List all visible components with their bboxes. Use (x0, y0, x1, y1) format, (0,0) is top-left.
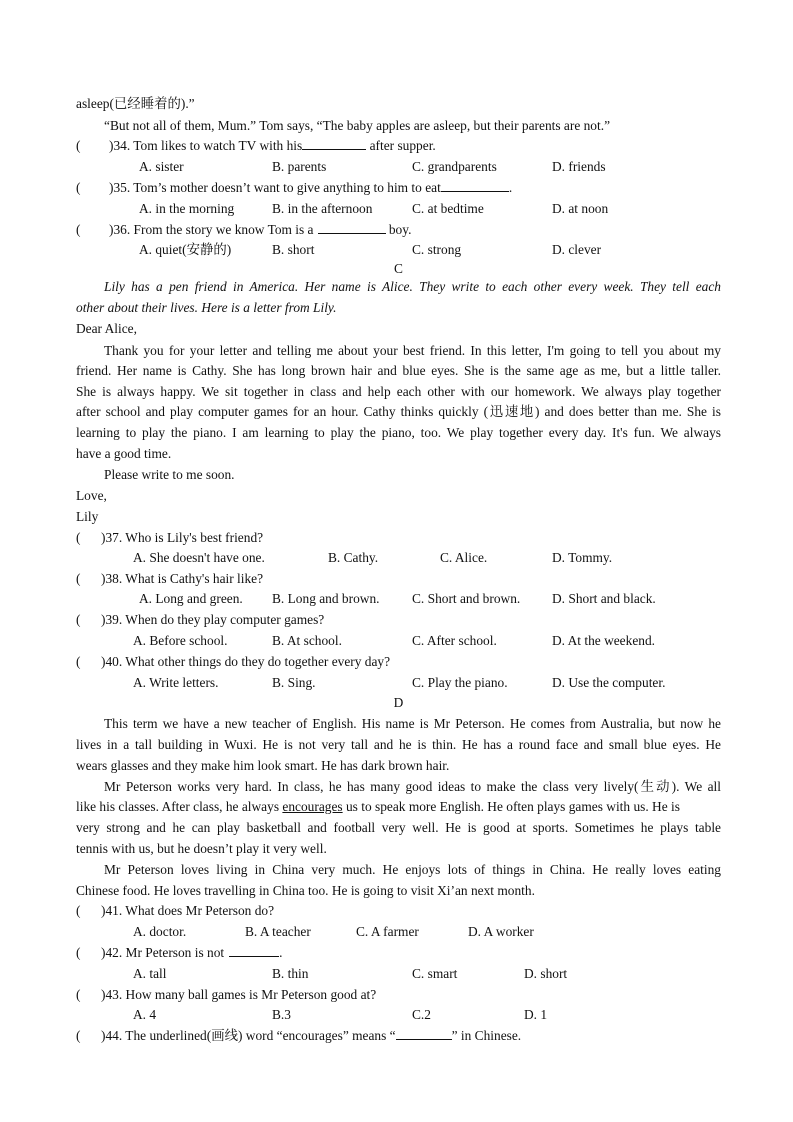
option-a[interactable]: A. Write letters. (133, 675, 219, 690)
option-c[interactable]: C. After school. (412, 633, 497, 648)
passage-d-line: very strong and he can play basketball and football very well. He is good at sports. Sometimes he plays table (76, 820, 721, 835)
question-39 (76, 610, 721, 630)
passage-b-line: “But not all of them, Mum.” Tom says, “The baby apples are asleep, but their parents are not.” (104, 118, 611, 133)
passage-d-line: wears glasses and they make him look smart. He has dark brown hair. (76, 758, 450, 773)
passage-d-line: tennis with us, but he doesn’t play it very well. (76, 841, 327, 856)
question-stem-end: boy. (385, 222, 412, 237)
option-d[interactable]: D. clever (552, 242, 602, 257)
option-a[interactable]: A. Before school. (133, 633, 228, 648)
passage-d-line (76, 797, 721, 817)
passage-d-line: Mr Peterson works very hard. In class, he has many good ideas to make the class very lively(生动). We all (104, 779, 721, 794)
option-a[interactable]: A. in the morning (139, 201, 235, 216)
option-d[interactable]: D. Short and black. (552, 591, 656, 606)
letter-body-line: friend. Her name is Cathy. She has long brown hair and blue eyes. She is the same age as me, but a little taller. (76, 363, 721, 378)
answer-blank[interactable] (318, 221, 386, 234)
option-a[interactable]: A. She doesn't have one. (133, 550, 265, 565)
option-c[interactable]: C. grandparents (412, 159, 497, 174)
option-a[interactable]: A. Long and green. (139, 591, 243, 606)
question-stem: )39. When do they play computer games? (101, 612, 325, 627)
question-stem: )43. How many ball games is Mr Peterson good at? (101, 987, 377, 1002)
option-d[interactable]: D. A worker (468, 924, 534, 939)
question-stem: )44. The underlined(画线) word “encourages” means “ (101, 1028, 396, 1043)
question-34 (76, 136, 721, 156)
question-44 (76, 1026, 721, 1046)
option-b[interactable]: B. short (272, 242, 315, 257)
letter-closing-request: Please write to me soon. (104, 467, 235, 482)
option-b[interactable]: B. A teacher (245, 924, 311, 939)
option-b[interactable]: B. Cathy. (328, 550, 379, 565)
question-stem: )37. Who is Lily's best friend? (101, 530, 264, 545)
section-c-intro: Lily has a pen friend in America. Her name is Alice. They write to each other every week. They tell each (104, 279, 721, 294)
question-42 (76, 943, 721, 963)
answer-paren[interactable]: ( (76, 222, 81, 237)
question-stem: )36. From the story we know Tom is a (109, 222, 314, 237)
option-c[interactable]: C. Play the piano. (412, 675, 508, 690)
option-b[interactable]: B. Long and brown. (272, 591, 380, 606)
option-c[interactable]: C. smart (412, 966, 458, 981)
question-stem-end: ” in Chinese. (451, 1028, 522, 1043)
option-b[interactable]: B. parents (272, 159, 327, 174)
option-c[interactable]: C. strong (412, 242, 462, 257)
option-c[interactable]: C. Alice. (440, 550, 488, 565)
option-c[interactable]: C.2 (412, 1007, 431, 1022)
option-d[interactable]: D. Tommy. (552, 550, 613, 565)
option-a[interactable]: A. 4 (133, 1007, 157, 1022)
letter-body-line: after school and play computer games for an hour. Cathy thinks quickly (迅速地) and does better than me. She is (76, 404, 721, 419)
option-a[interactable]: A. quiet(安静的) (139, 242, 232, 257)
answer-paren[interactable]: ( (76, 945, 81, 960)
letter-greeting: Dear Alice, (76, 321, 137, 336)
option-b[interactable]: B. At school. (272, 633, 342, 648)
answer-paren[interactable]: ( (76, 138, 81, 153)
answer-paren[interactable]: ( (76, 571, 81, 586)
option-c[interactable]: C. at bedtime (412, 201, 484, 216)
passage-d-line: lives in a tall building in Wuxi. He is not very tall and he is thin. He has a round face and small blue eyes. He (76, 737, 721, 752)
answer-paren[interactable]: ( (76, 612, 81, 627)
option-b[interactable]: B. thin (272, 966, 309, 981)
question-36 (76, 220, 721, 240)
passage-b-line: asleep(已经睡着的).” (76, 96, 195, 111)
answer-paren[interactable]: ( (76, 530, 81, 545)
question-stem-end: . (279, 945, 283, 960)
option-d[interactable]: D. 1 (524, 1007, 548, 1022)
option-b[interactable]: B. in the afternoon (272, 201, 373, 216)
letter-body-line: have a good time. (76, 446, 172, 461)
answer-blank[interactable] (396, 1027, 452, 1040)
passage-d-line: Chinese food. He loves travelling in China too. He is going to visit Xi’an next month. (76, 883, 535, 898)
answer-blank[interactable] (229, 944, 279, 957)
answer-paren[interactable]: ( (76, 903, 81, 918)
passage-text: us to speak more English. He often plays games with us. He is (342, 799, 680, 814)
option-c[interactable]: C. A farmer (356, 924, 419, 939)
underlined-word: encourages (282, 799, 343, 814)
section-heading-d: D (393, 695, 404, 710)
answer-blank[interactable] (441, 179, 509, 192)
option-d[interactable]: D. short (524, 966, 568, 981)
option-b[interactable]: B.3 (272, 1007, 291, 1022)
question-stem: )38. What is Cathy's hair like? (101, 571, 264, 586)
section-c-intro: other about their lives. Here is a letter from Lily. (76, 300, 337, 315)
option-a[interactable]: A. sister (139, 159, 184, 174)
option-d[interactable]: D. Use the computer. (552, 675, 666, 690)
option-a[interactable]: A. doctor. (133, 924, 187, 939)
letter-signature: Lily (76, 509, 99, 524)
question-35 (76, 178, 721, 198)
answer-paren[interactable]: ( (76, 180, 81, 195)
question-40 (76, 652, 721, 672)
question-stem: )40. What other things do they do together every day? (101, 654, 391, 669)
question-43 (76, 985, 721, 1005)
letter-body-line: Thank you for your letter and telling me about your best friend. In this letter, I'm going to tell you about my (104, 343, 721, 358)
passage-d-line: This term we have a new teacher of English. His name is Mr Peterson. He comes from Australia, but now he (104, 716, 721, 731)
answer-blank[interactable] (302, 137, 366, 150)
option-c[interactable]: C. Short and brown. (412, 591, 521, 606)
section-heading-c: C (394, 261, 403, 276)
question-41 (76, 901, 721, 921)
passage-d-line: Mr Peterson loves living in China very much. He enjoys lots of things in China. He really loves eating (104, 862, 721, 877)
answer-paren[interactable]: ( (76, 1028, 81, 1043)
option-d[interactable]: D. friends (552, 159, 606, 174)
letter-body-line: She is always happy. We sit together in class and help each other with our homework. We always play together (76, 384, 721, 399)
passage-text: like his classes. After class, he always (76, 799, 283, 814)
option-d[interactable]: D. at noon (552, 201, 609, 216)
question-stem: )35. Tom’s mother doesn’t want to give anything to him to eat (109, 180, 441, 195)
option-a[interactable]: A. tall (133, 966, 167, 981)
question-stem-end: after supper. (366, 138, 436, 153)
question-stem-end: . (508, 180, 513, 195)
answer-paren[interactable]: ( (76, 654, 81, 669)
question-stem: )42. Mr Peterson is not (101, 945, 225, 960)
letter-body-line: learning to play the piano. I am learning to play the piano, too. We play together every day. It's fun. We always (76, 425, 721, 440)
question-stem: )41. What does Mr Peterson do? (101, 903, 275, 918)
letter-signoff: Love, (76, 488, 107, 503)
question-37 (76, 528, 721, 548)
question-stem: )34. Tom likes to watch TV with his (109, 138, 303, 153)
answer-paren[interactable]: ( (76, 987, 81, 1002)
option-d[interactable]: D. At the weekend. (552, 633, 656, 648)
question-38 (76, 569, 721, 589)
option-b[interactable]: B. Sing. (272, 675, 316, 690)
